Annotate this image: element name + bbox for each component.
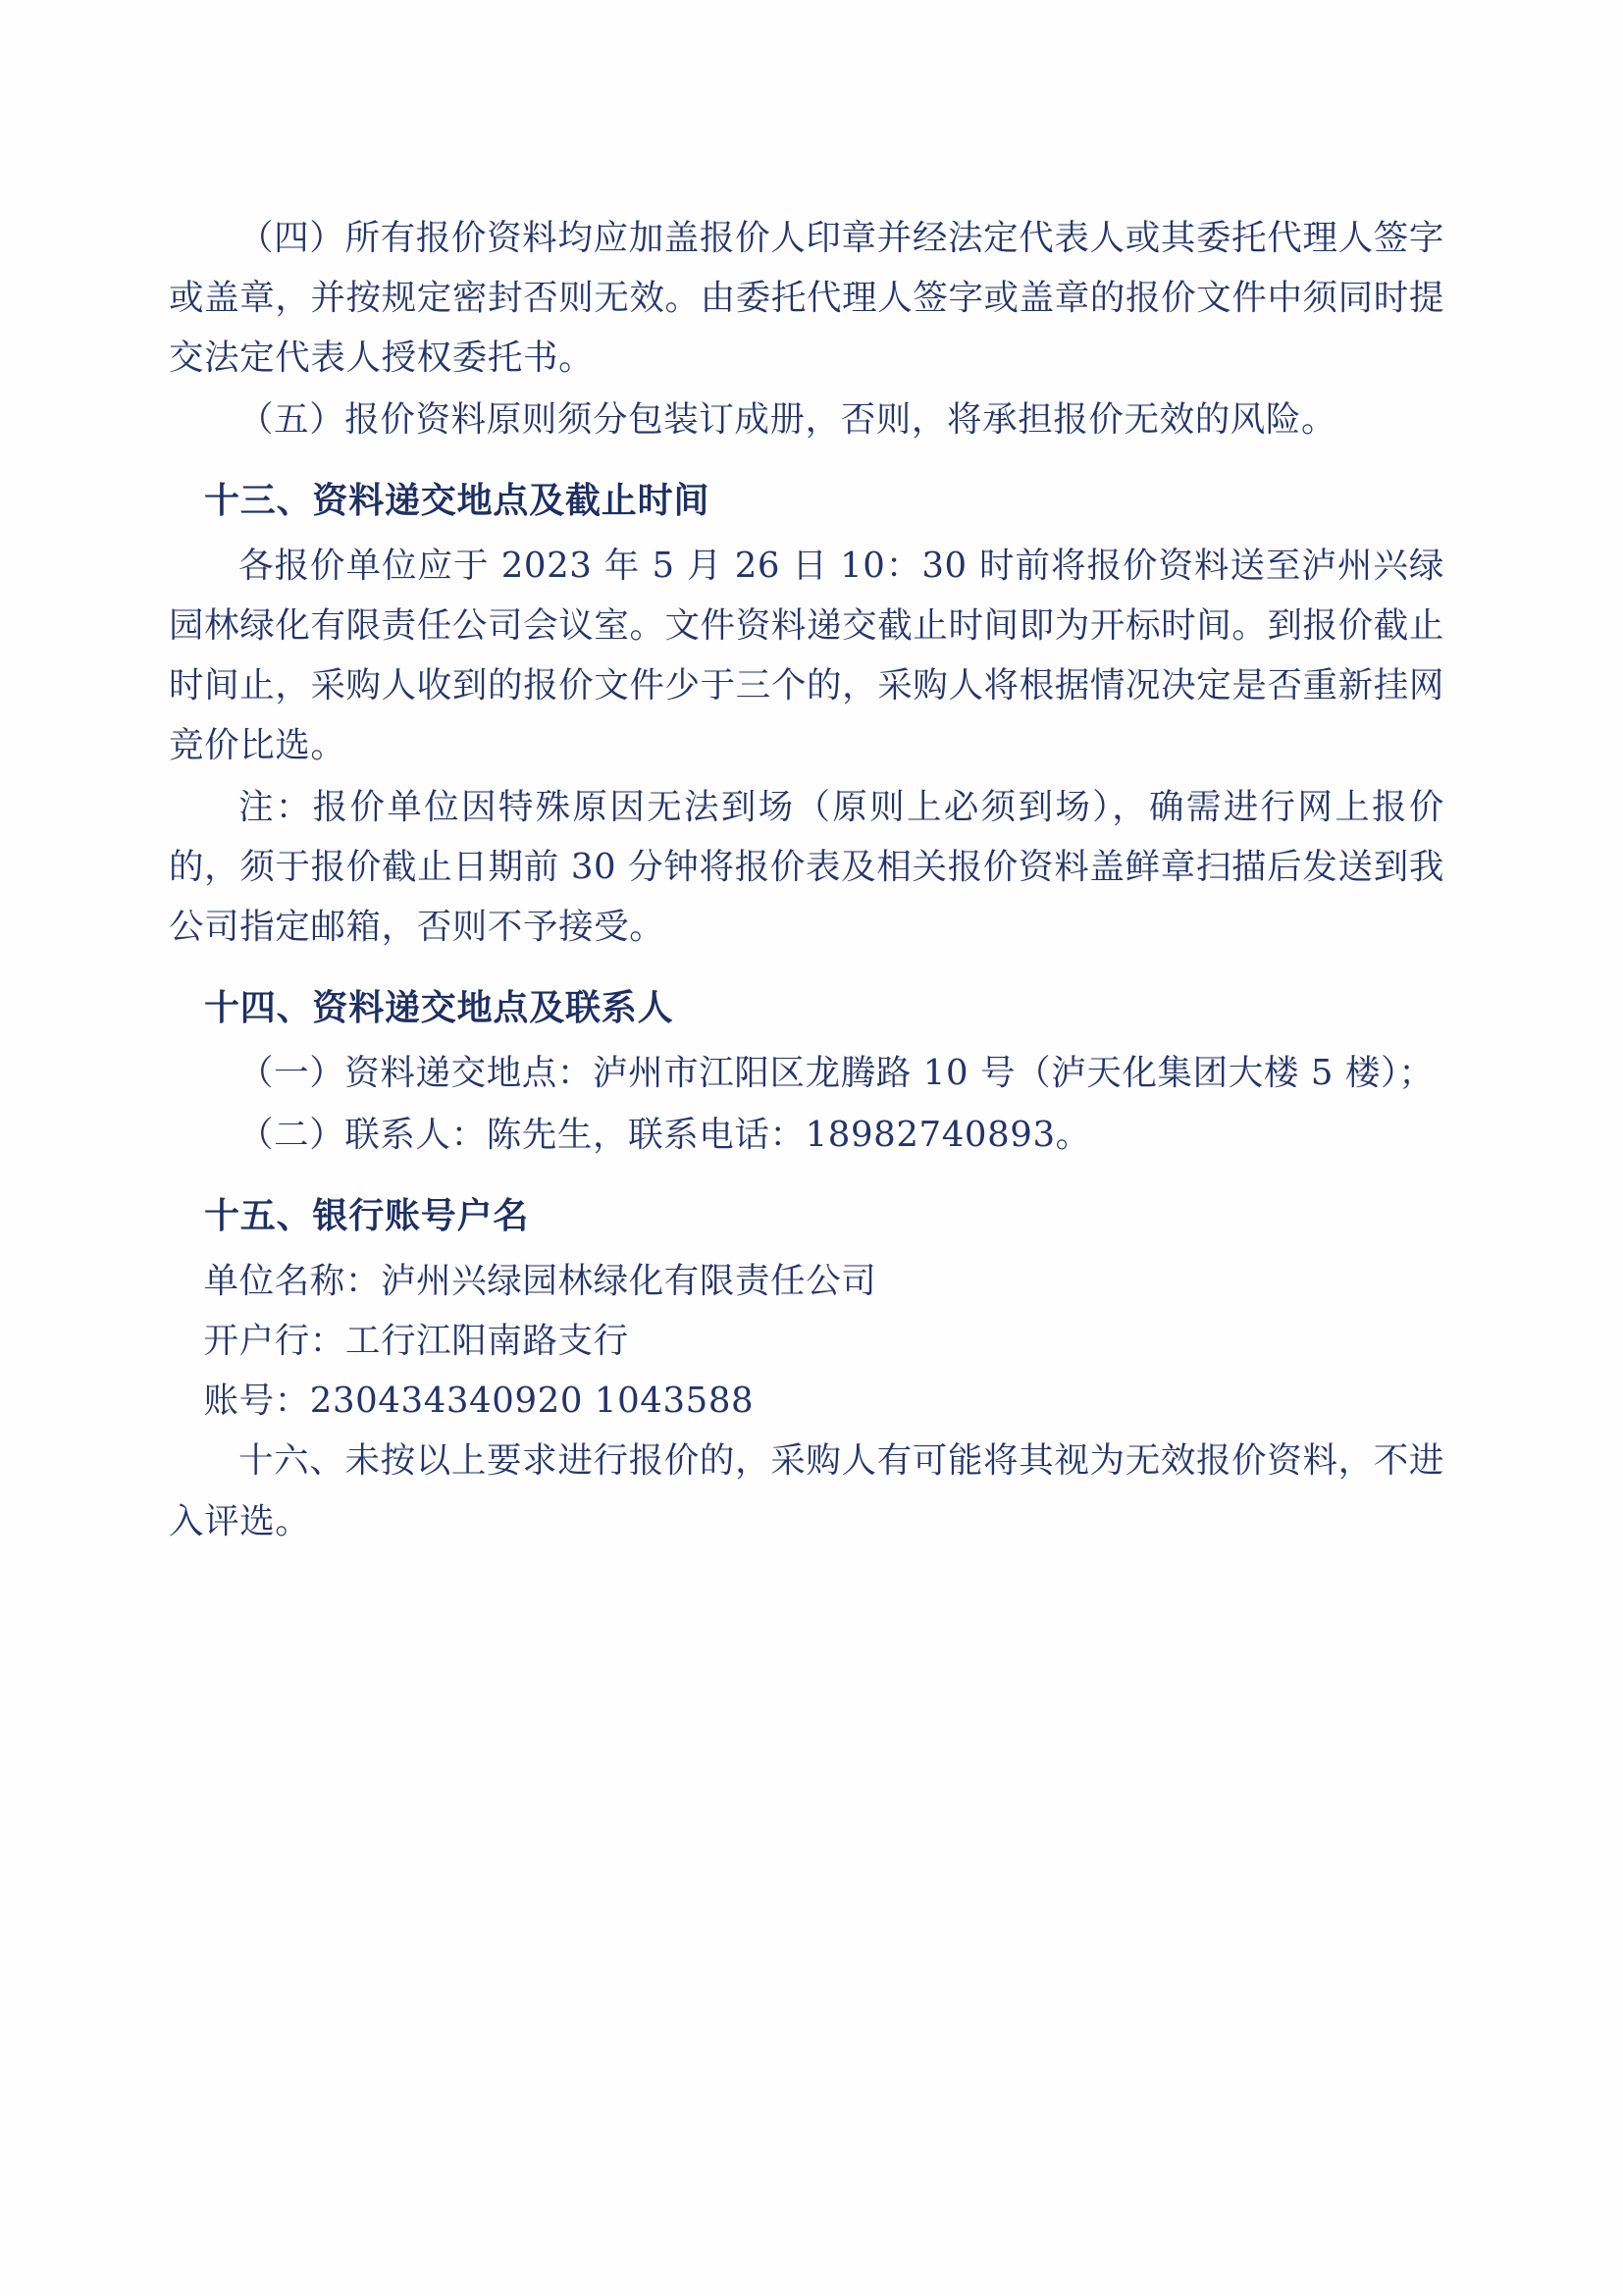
spacer: [169, 451, 1444, 457]
bank-branch-line: 开户行：工行江阳南路支行: [203, 1321, 629, 1362]
paragraph-clause-5: （五）报价资料原则须分包装订成册，否则，将承担报价无效的风险。: [238, 399, 1337, 441]
bank-account-name-line: 单位名称：泸州兴绿园林绿化有限责任公司: [203, 1261, 877, 1302]
spacer: [169, 959, 1444, 965]
section-13-body-1: 各报价单位应于 2023 年 5 月 26 日 10：30 时前将报价资料送至泸州兴绿园林绿化有限责任公司会议室。文件资料递交截止时间即为开标时间。到报价截止时间止，采购人收到的报价文件少于三个的，采购人将根据情况决定是否重新挂网竞价比选。: [169, 546, 1444, 766]
bank-account-number-line: 账号：230434340920 1043588: [203, 1381, 755, 1422]
section-15-heading: 十五、银行账号户名: [204, 1195, 530, 1237]
spacer: [169, 1167, 1444, 1173]
section-16-text: 十六、未按以上要求进行报价的，采购人有可能将其视为无效报价资料，不进入评选。: [169, 1440, 1444, 1541]
section-13-heading: 十三、资料递交地点及截止时间: [204, 480, 710, 522]
section-14-item-1: （一）资料递交地点：泸州市江阳区龙腾路 10 号（泸天化集团大楼 5 楼）；: [238, 1053, 1435, 1094]
document-body: [169, 208, 1444, 1553]
paragraph-clause-4: （四）所有报价资料均应加盖报价人印章并经法定代表人或其委托代理人签字或盖章，并按规定密封否则无效。由委托代理人签字或盖章的报价文件中须同时提交法定代表人授权委托书。: [169, 218, 1444, 379]
section-14-heading: 十四、资料递交地点及联系人: [204, 987, 674, 1029]
section-13-body-2: 注：报价单位因特殊原因无法到场（原则上必须到场），确需进行网上报价的，须于报价截止日期前 30 分钟将报价表及相关报价资料盖鲜章扫描后发送到我公司指定邮箱，否则不予接受。: [169, 787, 1444, 948]
section-14-item-2: （二）联系人：陈先生，联系电话：18982740893。: [238, 1115, 1091, 1156]
